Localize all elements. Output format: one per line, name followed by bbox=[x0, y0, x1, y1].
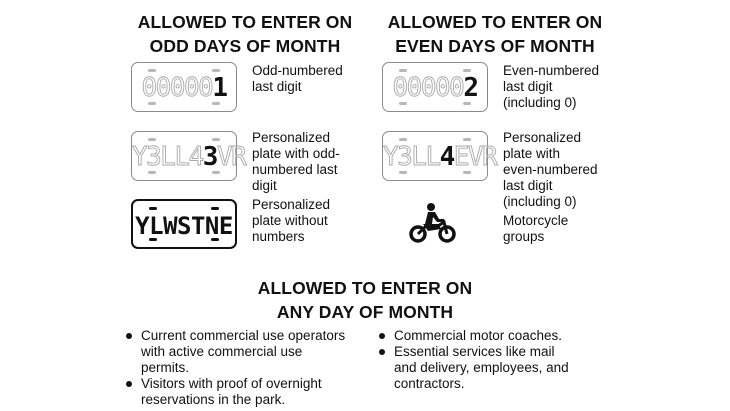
even-days-heading bbox=[370, 10, 620, 58]
no-numbers-description: Personalized plate without numbers bbox=[252, 197, 331, 244]
any-heading-line2: ANY DAY OF MONTH bbox=[276, 302, 454, 322]
plate-highlight-digit: 1 bbox=[212, 73, 227, 103]
list-item: Essential services like mail and delivery, employees, and contractors. bbox=[377, 344, 607, 392]
plate-highlight-digit: 4 bbox=[439, 142, 454, 172]
plate-faded-text: 00000 bbox=[392, 73, 464, 103]
license-plate-odd-digit bbox=[131, 62, 237, 112]
list-item: Visitors with proof of overnight reservations in the park. bbox=[124, 376, 374, 408]
plate-faded-text: 00000 bbox=[141, 73, 213, 103]
plate-highlight-digit: 2 bbox=[463, 73, 478, 103]
any-day-heading bbox=[240, 276, 490, 324]
list-item: Commercial motor coaches. bbox=[377, 328, 607, 344]
even-heading-line2: EVEN DAYS OF MONTH bbox=[395, 36, 595, 56]
license-plate-even-digit bbox=[382, 62, 488, 112]
any-day-right-list bbox=[377, 328, 607, 392]
odd-heading-line2: ODD DAYS OF MONTH bbox=[149, 36, 341, 56]
motorcycle-rider-icon bbox=[408, 202, 458, 246]
plate-faded-text: Y3LL bbox=[383, 142, 440, 172]
personalized-odd-description: Personalized plate with odd- numbered last digit bbox=[252, 130, 340, 193]
plate-faded-suffix: VR bbox=[216, 142, 246, 172]
odd-heading-line1: ALLOWED TO ENTER ON bbox=[137, 12, 353, 32]
motorcycle-description: Motorcycle groups bbox=[503, 213, 569, 244]
even-heading-line1: ALLOWED TO ENTER ON bbox=[387, 12, 603, 32]
list-item: Current commercial use operators with active commercial use permits. bbox=[124, 328, 374, 376]
plate-highlight-digit: 3 bbox=[202, 142, 217, 172]
license-plate-no-numbers bbox=[131, 199, 237, 249]
personalized-even-description: Personalized plate with even-numbered last digit (including 0) bbox=[503, 130, 598, 209]
license-plate-personalized-odd bbox=[131, 131, 246, 181]
even-digit-description: Even-numbered last digit (including 0) bbox=[503, 63, 600, 110]
odd-digit-description: Odd-numbered last digit bbox=[252, 63, 343, 94]
plate-faded-suffix: EVR bbox=[453, 142, 497, 172]
plate-faded-text: Y3LL4 bbox=[132, 142, 203, 172]
any-heading-line1: ALLOWED TO ENTER ON bbox=[257, 278, 473, 298]
any-day-left-list bbox=[124, 328, 374, 408]
plate-text: YLWSTNE bbox=[135, 212, 233, 240]
odd-days-heading bbox=[120, 10, 370, 58]
license-plate-personalized-even bbox=[382, 131, 497, 181]
